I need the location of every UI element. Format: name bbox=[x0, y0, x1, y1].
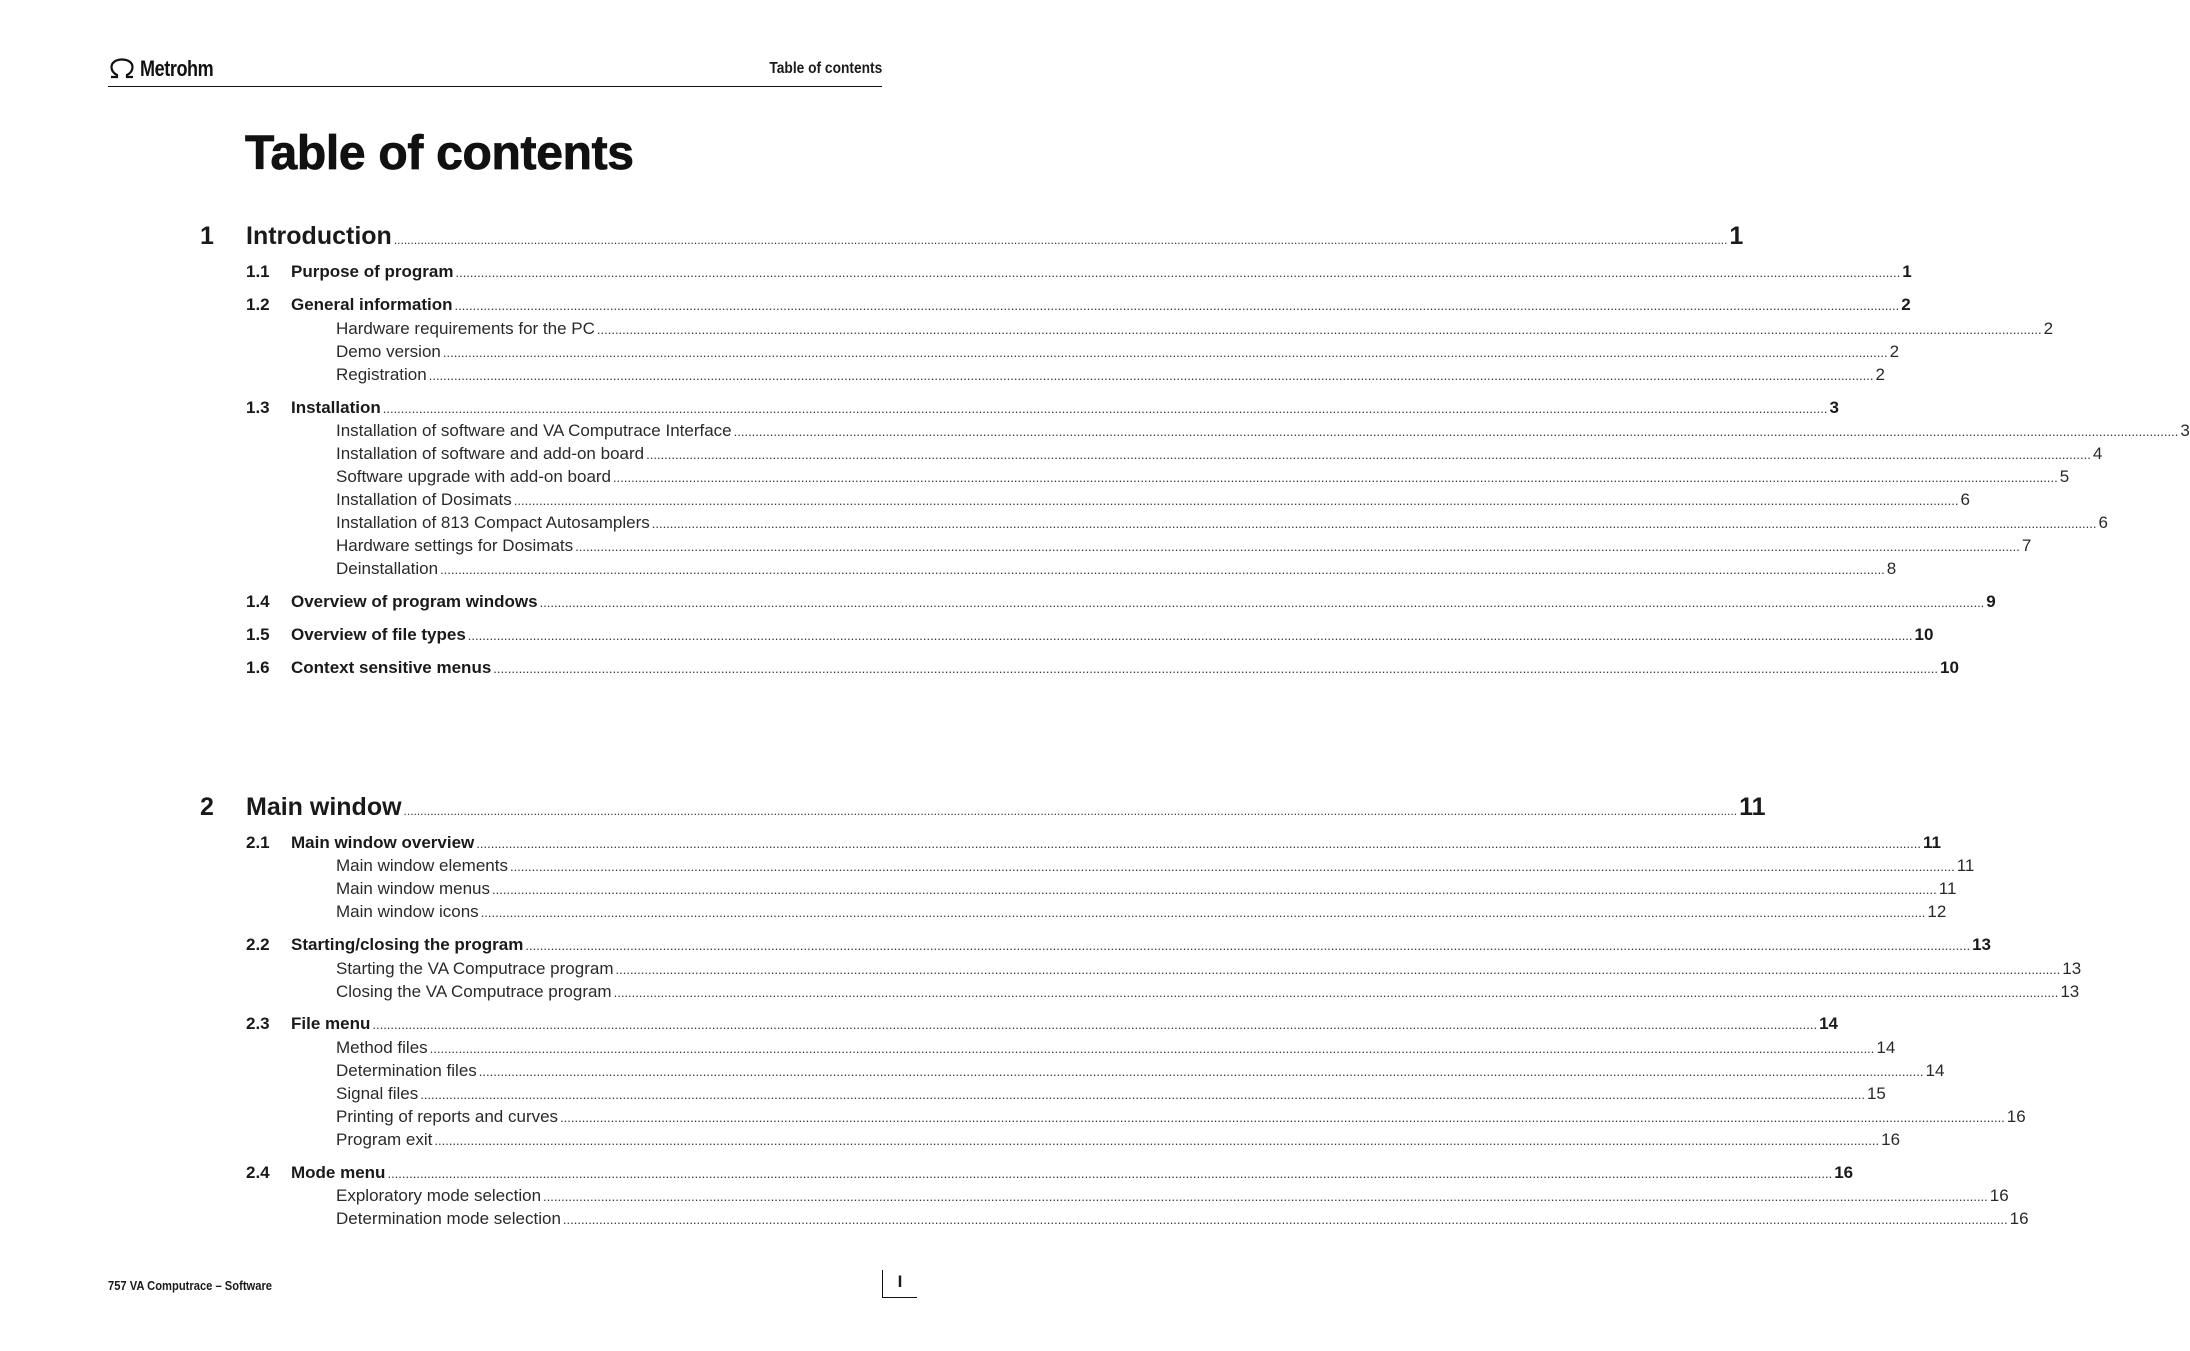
toc-section[interactable] bbox=[0, 833, 1941, 855]
dot-leader: ................................................................................................................................................................................................................................................................................................................................................................................................................ bbox=[393, 233, 1728, 247]
toc-label: Deinstallation bbox=[336, 559, 439, 578]
toc-section[interactable] bbox=[0, 1163, 1854, 1185]
toc-page: 14 bbox=[1925, 1061, 1945, 1080]
toc-entry[interactable] bbox=[0, 365, 1885, 387]
dot-leader: ................................................................................................................................................................................................................................................................................................................................................................................................................ bbox=[492, 882, 1937, 897]
dot-leader: ................................................................................................................................................................................................................................................................................................................................................................................................................ bbox=[560, 1110, 2005, 1125]
toc-page: 2 bbox=[1889, 342, 1900, 361]
toc-label: Context sensitive menus bbox=[291, 658, 492, 677]
toc-page: 7 bbox=[2021, 536, 2032, 555]
toc-entry[interactable] bbox=[0, 319, 2054, 341]
toc-page: 5 bbox=[2059, 467, 2070, 486]
toc-number: 1.2 bbox=[246, 295, 270, 314]
toc-page: 8 bbox=[1886, 559, 1897, 578]
dot-leader: ................................................................................................................................................................................................................................................................................................................................................................................................................ bbox=[513, 493, 1959, 508]
toc-number: 2.2 bbox=[246, 935, 270, 954]
toc-label: Closing the VA Computrace program bbox=[336, 982, 612, 1001]
toc-section[interactable] bbox=[0, 262, 1912, 284]
toc-number: 1.3 bbox=[246, 398, 270, 417]
toc-page: 2 bbox=[1901, 295, 1911, 314]
toc-label: Overview of file types bbox=[291, 625, 466, 644]
toc-page: 14 bbox=[1819, 1014, 1839, 1033]
toc-label: Installation of software and add-on board bbox=[336, 444, 645, 463]
toc-label: Demo version bbox=[336, 342, 441, 361]
toc-page: 10 bbox=[1914, 625, 1934, 644]
toc-label: General information bbox=[291, 295, 453, 314]
dot-leader: ................................................................................................................................................................................................................................................................................................................................................................................................................ bbox=[733, 424, 2179, 439]
toc-page: 11 bbox=[1739, 793, 1766, 821]
toc-label: Installation of software and VA Computrace Interface bbox=[336, 421, 732, 440]
dot-leader: ................................................................................................................................................................................................................................................................................................................................................................................................................ bbox=[539, 595, 1985, 610]
dot-leader: ................................................................................................................................................................................................................................................................................................................................................................................................................ bbox=[575, 539, 2020, 554]
toc-label: Main window overview bbox=[291, 833, 475, 852]
dot-leader: ................................................................................................................................................................................................................................................................................................................................................................................................................ bbox=[596, 322, 2042, 337]
toc-page: 3 bbox=[1829, 398, 1839, 417]
toc-label: Installation of Dosimats bbox=[336, 490, 512, 509]
toc-page: 1 bbox=[1729, 222, 1744, 250]
dot-leader: ................................................................................................................................................................................................................................................................................................................................................................................................................ bbox=[646, 447, 2091, 462]
toc-label: Main window menus bbox=[336, 879, 491, 898]
dot-leader: ................................................................................................................................................................................................................................................................................................................................................................................................................ bbox=[382, 401, 1828, 416]
toc-label: Hardware settings for Dosimats bbox=[336, 536, 574, 555]
toc-page: 2 bbox=[1875, 365, 1885, 384]
toc-section[interactable] bbox=[0, 935, 1992, 957]
toc-chapter[interactable] bbox=[0, 222, 1744, 256]
dot-leader: ................................................................................................................................................................................................................................................................................................................................................................................................................ bbox=[420, 1087, 1865, 1102]
toc-label: Main window bbox=[246, 793, 402, 821]
toc-page: 4 bbox=[2092, 444, 2103, 463]
toc-number: 2.4 bbox=[246, 1163, 270, 1182]
toc-page: 1 bbox=[1902, 262, 1912, 281]
toc-page: 16 bbox=[1989, 1186, 2009, 1205]
toc-label: Purpose of program bbox=[291, 262, 454, 281]
toc-page: 11 bbox=[1956, 856, 1975, 875]
page-number: I bbox=[897, 1272, 903, 1291]
toc-entry[interactable] bbox=[0, 444, 2103, 466]
dot-leader: ................................................................................................................................................................................................................................................................................................................................................................................................................ bbox=[403, 804, 1738, 818]
toc-entry[interactable] bbox=[0, 1084, 1886, 1106]
toc-entry[interactable] bbox=[0, 1130, 1901, 1152]
toc-entry[interactable] bbox=[0, 1107, 2026, 1129]
toc-page: 12 bbox=[1927, 902, 1947, 921]
toc-label: Hardware requirements for the PC bbox=[336, 319, 595, 338]
toc-label: Main window elements bbox=[336, 856, 508, 875]
dot-leader: ................................................................................................................................................................................................................................................................................................................................................................................................................ bbox=[543, 1189, 1988, 1204]
toc-entry[interactable] bbox=[0, 536, 2032, 558]
dot-leader: ................................................................................................................................................................................................................................................................................................................................................................................................................ bbox=[455, 265, 1901, 280]
toc-page: 13 bbox=[2062, 959, 2082, 978]
dot-leader: ................................................................................................................................................................................................................................................................................................................................................................................................................ bbox=[493, 661, 1939, 676]
toc-page: 11 bbox=[1938, 879, 1957, 898]
toc-entry[interactable] bbox=[0, 959, 2082, 981]
toc-entry[interactable] bbox=[0, 421, 2190, 443]
dot-leader: ................................................................................................................................................................................................................................................................................................................................................................................................................ bbox=[428, 368, 1874, 383]
page-title: Table of contents bbox=[245, 127, 634, 180]
dot-leader: ................................................................................................................................................................................................................................................................................................................................................................................................................ bbox=[429, 1041, 1875, 1056]
toc-label: File menu bbox=[291, 1014, 371, 1033]
toc-entry[interactable] bbox=[0, 513, 2108, 535]
dot-leader: ................................................................................................................................................................................................................................................................................................................................................................................................................ bbox=[454, 298, 1900, 313]
toc-page: 16 bbox=[1834, 1163, 1854, 1182]
toc-number: 1 bbox=[200, 222, 214, 250]
toc-number: 2.3 bbox=[246, 1014, 270, 1033]
footer-product: 757 VA Computrace – Software bbox=[108, 1278, 273, 1293]
dot-leader: ................................................................................................................................................................................................................................................................................................................................................................................................................ bbox=[372, 1017, 1818, 1032]
toc-label: Program exit bbox=[336, 1130, 433, 1149]
toc-page: 16 bbox=[2009, 1209, 2029, 1228]
toc-label: Installation of 813 Compact Autosamplers bbox=[336, 513, 650, 532]
toc-page: 16 bbox=[2006, 1107, 2026, 1126]
toc-section[interactable] bbox=[0, 625, 1934, 647]
toc-page: 3 bbox=[2180, 421, 2190, 440]
toc-section[interactable] bbox=[0, 1014, 1839, 1036]
toc-page: 11 bbox=[1923, 833, 1941, 852]
dot-leader: ................................................................................................................................................................................................................................................................................................................................................................................................................ bbox=[480, 905, 1926, 920]
toc-entry[interactable] bbox=[0, 879, 1957, 901]
toc-label: Determination mode selection bbox=[336, 1209, 561, 1228]
dot-leader: ................................................................................................................................................................................................................................................................................................................................................................................................................ bbox=[434, 1133, 1880, 1148]
toc-number: 1.1 bbox=[246, 262, 270, 281]
dot-leader: ................................................................................................................................................................................................................................................................................................................................................................................................................ bbox=[440, 562, 1885, 577]
dot-leader: ................................................................................................................................................................................................................................................................................................................................................................................................................ bbox=[613, 985, 2059, 1000]
dot-leader: ................................................................................................................................................................................................................................................................................................................................................................................................................ bbox=[442, 345, 1888, 360]
toc-page: 14 bbox=[1876, 1038, 1896, 1057]
toc-page: 2 bbox=[2043, 319, 2054, 338]
dot-leader: ................................................................................................................................................................................................................................................................................................................................................................................................................ bbox=[387, 1166, 1833, 1181]
toc-number: 1.6 bbox=[246, 658, 270, 677]
toc-label: Determination files bbox=[336, 1061, 477, 1080]
toc-entry[interactable] bbox=[0, 856, 1975, 878]
toc-entry[interactable] bbox=[0, 902, 1947, 924]
toc-label: Software upgrade with add-on board bbox=[336, 467, 612, 486]
toc-entry[interactable] bbox=[0, 559, 1897, 581]
toc-page: 9 bbox=[1986, 592, 1996, 611]
toc-entry[interactable] bbox=[0, 490, 1970, 512]
toc-label: Installation bbox=[291, 398, 381, 417]
dot-leader: ................................................................................................................................................................................................................................................................................................................................................................................................................ bbox=[651, 516, 2097, 531]
toc-number: 1.4 bbox=[246, 592, 270, 611]
brand-name: Metrohm bbox=[140, 56, 214, 81]
toc-entry[interactable] bbox=[0, 982, 2080, 1004]
toc-number: 2 bbox=[200, 793, 214, 821]
toc-label: Method files bbox=[336, 1038, 428, 1057]
toc-label: Starting/closing the program bbox=[291, 935, 524, 954]
page-number-box bbox=[882, 1270, 917, 1298]
toc-page: 10 bbox=[1940, 658, 1959, 677]
toc-page: 6 bbox=[1960, 490, 1970, 509]
toc-section[interactable] bbox=[0, 398, 1839, 420]
dot-leader: ................................................................................................................................................................................................................................................................................................................................................................................................................ bbox=[615, 962, 2061, 977]
toc-page: 15 bbox=[1866, 1084, 1886, 1103]
toc-label: Exploratory mode selection bbox=[336, 1186, 542, 1205]
running-header-title: Table of contents bbox=[769, 60, 882, 77]
dot-leader: ................................................................................................................................................................................................................................................................................................................................................................................................................ bbox=[476, 836, 1921, 851]
dot-leader: ................................................................................................................................................................................................................................................................................................................................................................................................................ bbox=[525, 938, 1971, 953]
dot-leader: ................................................................................................................................................................................................................................................................................................................................................................................................................ bbox=[467, 628, 1913, 643]
toc-page: 13 bbox=[1972, 935, 1992, 954]
toc-label: Printing of reports and curves bbox=[336, 1107, 559, 1126]
toc-entry[interactable] bbox=[0, 342, 1900, 364]
toc-chapter[interactable] bbox=[0, 793, 1766, 827]
toc-label: Overview of program windows bbox=[291, 592, 538, 611]
toc-section[interactable] bbox=[0, 658, 1959, 680]
toc-entry[interactable] bbox=[0, 1209, 2029, 1231]
toc-label: Mode menu bbox=[291, 1163, 386, 1182]
dot-leader: ................................................................................................................................................................................................................................................................................................................................................................................................................ bbox=[613, 470, 2058, 485]
toc-label: Starting the VA Computrace program bbox=[336, 959, 614, 978]
toc-entry[interactable] bbox=[0, 1061, 1945, 1083]
toc-label: Signal files bbox=[336, 1084, 419, 1103]
toc-entry[interactable] bbox=[0, 467, 2070, 489]
toc-label: Main window icons bbox=[336, 902, 479, 921]
dot-leader: ................................................................................................................................................................................................................................................................................................................................................................................................................ bbox=[562, 1212, 2008, 1227]
toc-number: 2.1 bbox=[246, 833, 270, 852]
dot-leader: ................................................................................................................................................................................................................................................................................................................................................................................................................ bbox=[509, 859, 1955, 874]
toc-section[interactable] bbox=[0, 295, 1911, 317]
toc-page: 13 bbox=[2060, 982, 2080, 1001]
toc-label: Registration bbox=[336, 365, 427, 384]
toc-section[interactable] bbox=[0, 592, 1996, 614]
toc-page: 6 bbox=[2098, 513, 2108, 532]
toc-page: 16 bbox=[1881, 1130, 1901, 1149]
toc-number: 1.5 bbox=[246, 625, 270, 644]
toc-label: Introduction bbox=[246, 222, 392, 250]
toc-entry[interactable] bbox=[0, 1038, 1896, 1060]
dot-leader: ................................................................................................................................................................................................................................................................................................................................................................................................................ bbox=[478, 1064, 1924, 1079]
toc-entry[interactable] bbox=[0, 1186, 2009, 1208]
